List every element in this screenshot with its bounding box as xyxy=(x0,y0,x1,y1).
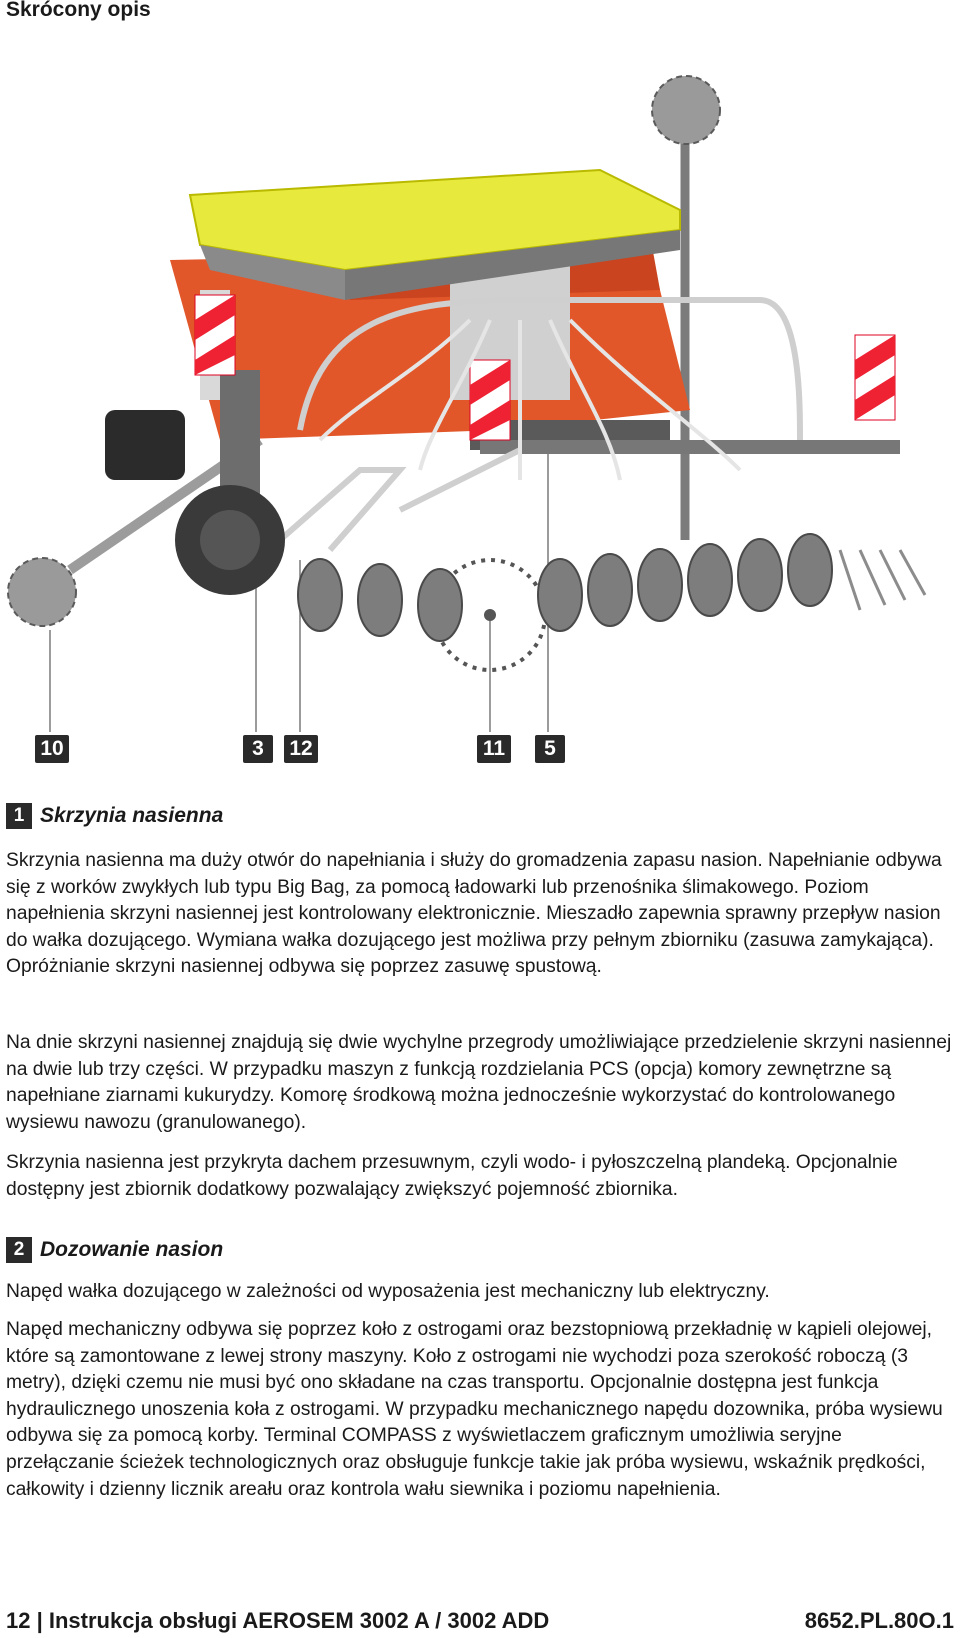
paragraph: Na dnie skrzyni nasiennej znajdują się dwie wychylne przegrody umożliwiające przedzielenie skrzyni nasiennej na dwie lub trzy części. W przypadku maszyn z funkcją rozdzielania PCS (opcja) komory zewnętrzne są napełniane ziarnami kukurydzy. Komorę środkową można jednocześnie wykorzystać do kontrolowanego wysiewu nawozu (granulowanego). xyxy=(6,1032,952,1133)
paragraph: Skrzynia nasienna ma duży otwór do napełniania i służy do gromadzenia zapasu nasion. Napełnianie odbywa się z worków zwykłych lub typu Big Bag, za pomocą ładowarki lub przenośnika ślimakowego. Poziom napełnienia skrzyni nasiennej jest kontrolowany elektronicznie. Mieszadło zapewnia sprawny przepływ nasion do wałka dozującego. Wymiana wałka dozującego jest możliwa przy pełnym zbiorniku (zasuwa zamykająca). Opróżnianie skrzyni nasiennej odbywa się poprzez zasuwę spustową. xyxy=(6,850,942,978)
footer-document-code: 8652.PL.80O.1 xyxy=(804,1608,954,1633)
paragraph: Napęd wałka dozującego w zależności od wyposażenia jest mechaniczny lub elektryczny. xyxy=(6,1281,770,1302)
harrow-tines xyxy=(840,550,925,610)
paragraph: Napęd mechaniczny odbywa się poprzez koło z ostrogami oraz bezstopniową przekładnię w kąpieli olejowej, które są zamontowane z lewej strony maszyny. Koło z ostrogami nie wychodzi poza szerokość roboczą (3 metry), dzięki czemu nie musi być ono składane na czas transportu. Opcjonalnie dostępna jest funkcja hydraulicznego unoszenia koła z ostrogami. W przypadku mechanicznego napędu dozownika, próba wysiewu odbywa się za pomocą korby. Terminal COMPASS z wyświetlaczem graficznym umożliwia seryjne przełączanie ścieżek technologicznych oraz obsługuje funkcje takie jak próba wysiewu, wskaźnik prędkości, całkowity i dzienny licznik areału oraz kontrola wału siewnika i poziomu napełnienia. xyxy=(6,1319,943,1500)
section-number-badge: 2 xyxy=(6,1237,32,1263)
section-number-badge: 1 xyxy=(6,803,32,829)
callout-3: 3 xyxy=(243,735,273,763)
callout-10: 10 xyxy=(35,735,69,763)
callout-11: 11 xyxy=(477,735,511,763)
paragraph: Skrzynia nasienna jest przykryta dachem przesuwnym, czyli wodo- i pyłoszczelną plandeką. Opcjonalnie dostępny jest zbiornik dodatkowy pozwalający zwiększyć pojemność zbiornika. xyxy=(6,1152,898,1200)
section-2-heading xyxy=(6,1237,223,1263)
callout-5: 5 xyxy=(535,735,565,763)
seed-drill-illustration xyxy=(0,70,960,770)
drive-wheel xyxy=(175,485,285,595)
footer-manual-title: 12 | Instrukcja obsługi AEROSEM 3002 A / 3002 ADD xyxy=(6,1608,550,1633)
section-1-heading xyxy=(6,803,223,829)
section-title: Skrzynia nasienna xyxy=(40,804,224,827)
page-header: Skrócony opis xyxy=(6,0,151,21)
callout-12: 12 xyxy=(284,735,318,763)
page-footer xyxy=(6,1608,954,1634)
disc-coulters xyxy=(298,534,832,641)
section-title: Dozowanie nasion xyxy=(40,1238,224,1261)
hitch xyxy=(105,410,185,480)
